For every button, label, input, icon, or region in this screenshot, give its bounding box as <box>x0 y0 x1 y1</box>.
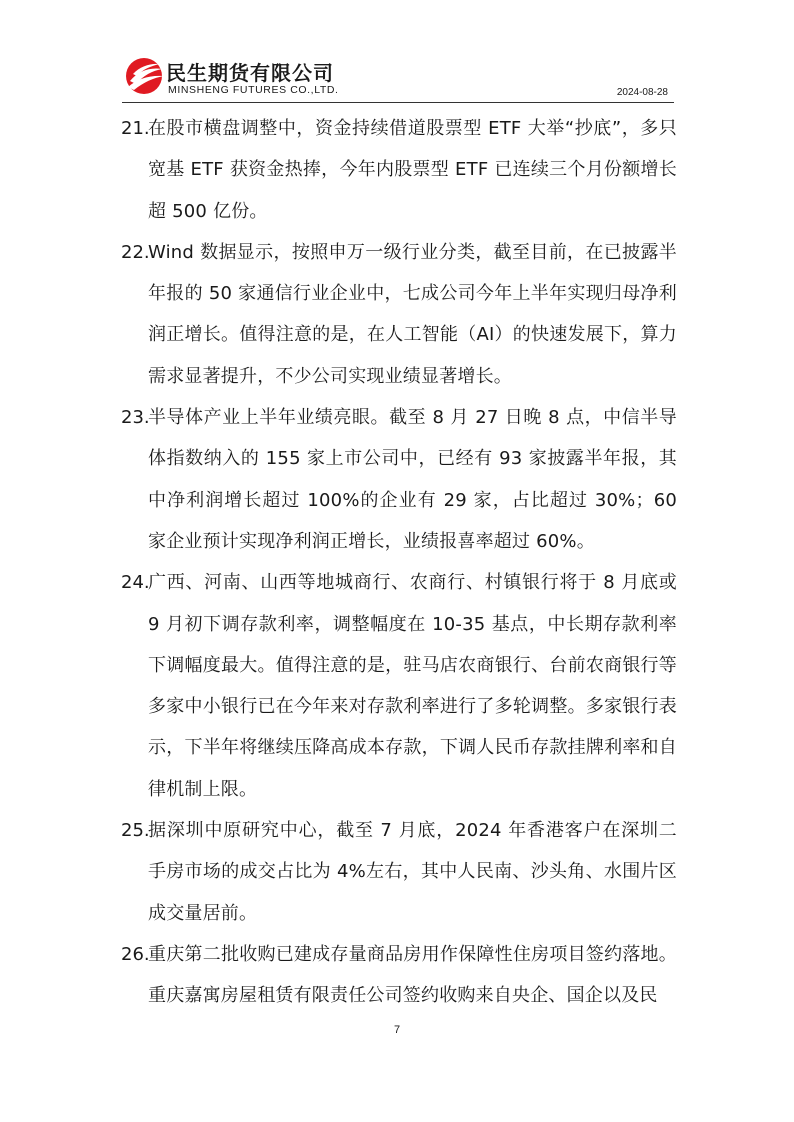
news-list <box>121 108 677 1017</box>
list-item <box>121 397 677 562</box>
item-text: 重庆第二批收购已建成存量商品房用作保障性住房项目签约落地。重庆嘉寓房屋租赁有限责任公司签约收购来自央企、国企以及民 <box>148 943 677 1007</box>
item-number: 23. <box>121 407 150 429</box>
item-number: 22. <box>121 241 150 263</box>
item-text: Wind 数据显示，按照申万一级行业分类，截至目前，在已披露半年报的 50 家通信行业企业中，七成公司今年上半年实现归母净利润正增长。值得注意的是，在人工智能（AI）的快速发展下，算力需求显著提升，不少公司实现业绩显著增长。 <box>148 241 677 387</box>
item-number: 21. <box>121 118 150 139</box>
header-divider <box>122 102 674 103</box>
list-item <box>121 562 677 810</box>
page-number: 7 <box>393 1024 401 1036</box>
item-number: 25. <box>121 820 150 842</box>
item-number: 24. <box>121 572 150 594</box>
list-item <box>121 934 677 1017</box>
item-number: 26. <box>121 943 150 965</box>
item-text: 在股市横盘调整中，资金持续借道股票型 ETF 大举“抄底”，多只宽基 ETF 获资金热捧，今年内股票型 ETF 已连续三个月份额增长超 500 亿份。 <box>148 118 677 222</box>
item-text: 据深圳中原研究中心，截至 7 月底，2024 年香港客户在深圳二手房市场的成交占比为 4%左右，其中人民南、沙头角、水围片区成交量居前。 <box>148 820 677 924</box>
list-item <box>121 108 677 232</box>
item-text: 广西、河南、山西等地城商行、农商行、村镇银行将于 8 月底或 9 月初下调存款利率，调整幅度在 10-35 基点，中长期存款利率下调幅度最大。值得注意的是，驻马店农商银行、台前农商银行等多家中小银行已在今年来对存款利率进行了多轮调整。多家银行表示，下半年将继续压降高成本存款，下调人民币存款挂牌利率和自律机制上限。 <box>148 572 677 800</box>
report-date: 2024-08-28 <box>616 87 668 98</box>
item-text: 半导体产业上半年业绩亮眼。截至 8 月 27 日晚 8 点，中信半导体指数纳入的 155 家上市公司中，已经有 93 家披露半年报，其中净利润增长超过 100%的企业有 29 家，占比超过 30%；60 家企业预计实现净利润正增长，业绩报喜率超过 60%。 <box>148 407 677 552</box>
page-header <box>122 52 674 102</box>
logo-chinese-name: 民生期货有限公司 <box>166 61 334 85</box>
logo-english-name: MINSHENG FUTURES CO.,LTD. <box>168 84 339 96</box>
list-item <box>121 232 677 397</box>
minsheng-logo-icon <box>122 54 166 98</box>
company-logo <box>122 54 372 98</box>
list-item <box>121 810 677 934</box>
